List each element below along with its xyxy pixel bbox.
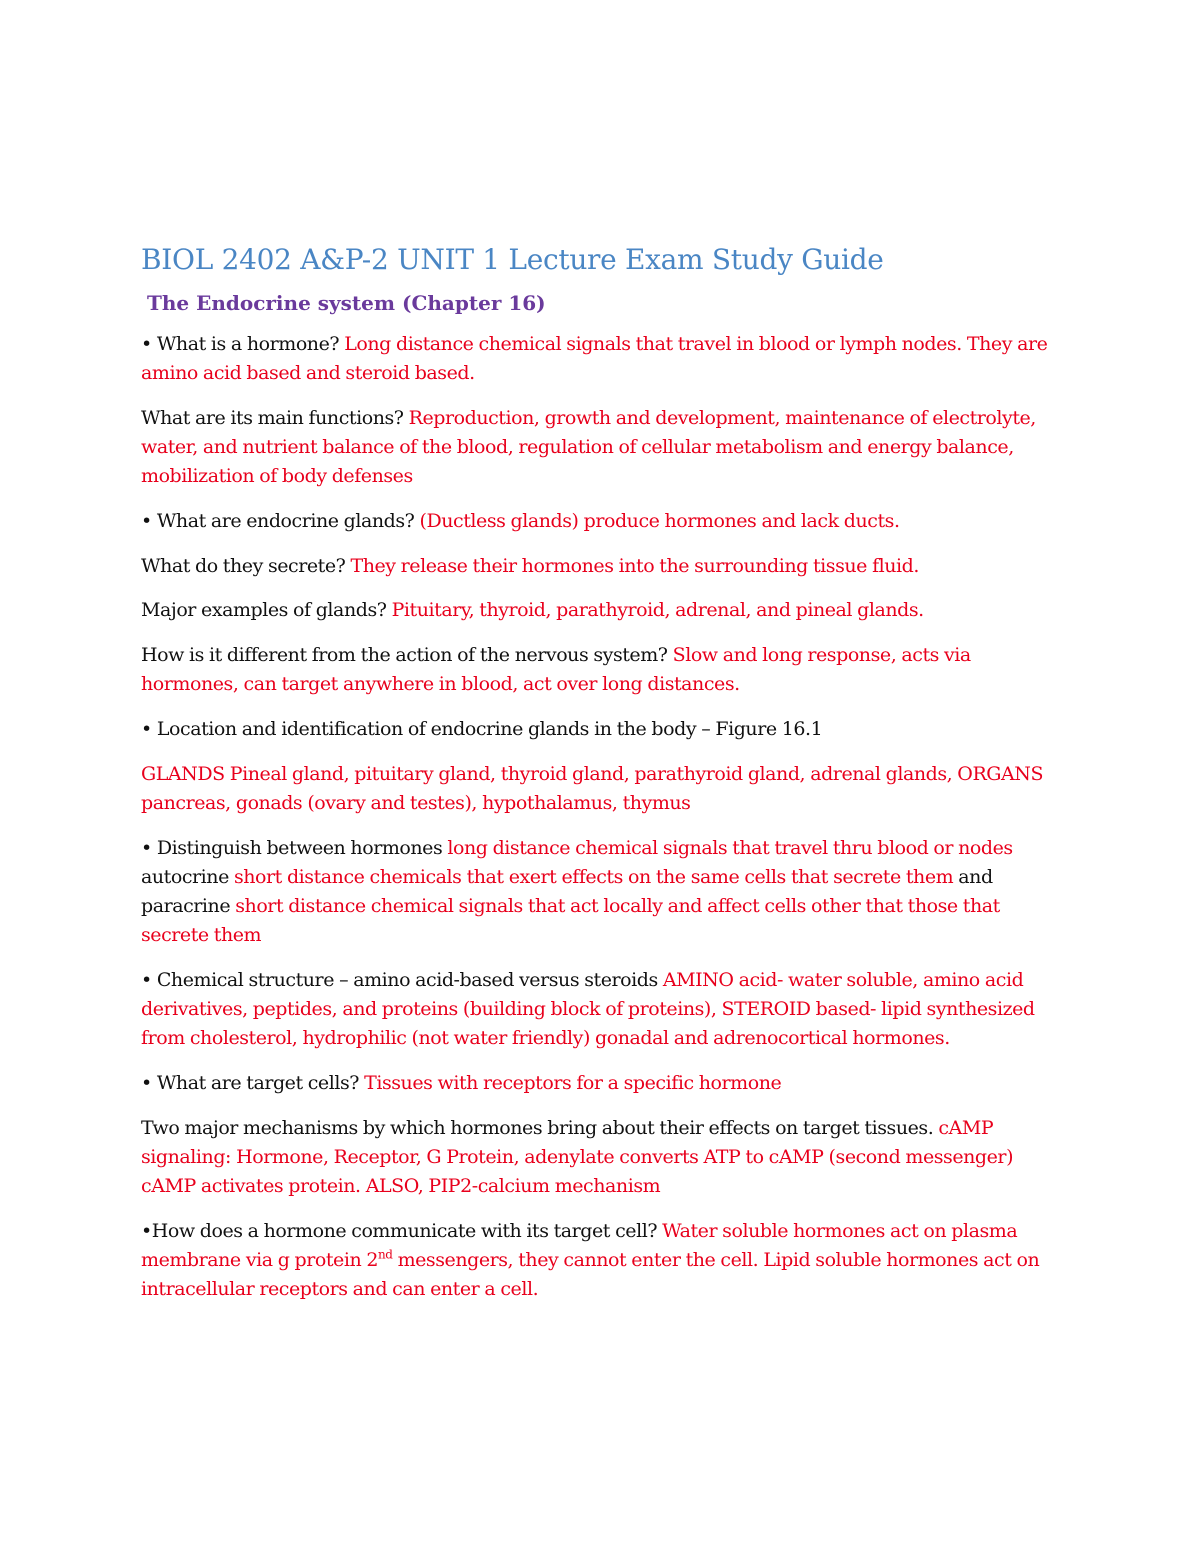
question-text: Major examples of glands? xyxy=(141,599,392,622)
study-guide-paragraph xyxy=(141,760,1061,818)
answer-text: cAMP signaling: Hormone, Receptor, G Protein, adenylate converts ATP to cAMP (second messenger) cAMP activates protein. ALSO, PIP2-calcium mechanism xyxy=(141,1116,1014,1198)
question-text: autocrine xyxy=(141,865,234,888)
study-guide-paragraph xyxy=(141,834,1061,951)
study-guide-paragraph xyxy=(141,1114,1061,1202)
study-guide-paragraph xyxy=(141,966,1061,1054)
study-guide-paragraph xyxy=(141,715,1061,744)
answer-text: GLANDS Pineal gland, pituitary gland, thyroid gland, parathyroid gland, adrenal glands, ORGANS pancreas, gonads (ovary and testes), hypothalamus, thymus xyxy=(141,762,1044,814)
study-guide-paragraph xyxy=(141,1217,1061,1305)
question-text: • Location and identification of endocrine glands in the body – Figure 16.1 xyxy=(141,718,823,741)
question-text: What are its main functions? xyxy=(141,406,409,429)
answer-text: Water soluble hormones act on plasma membrane via g protein 2 xyxy=(141,1219,1018,1272)
study-guide-paragraph xyxy=(141,507,1061,536)
page-title: BIOL 2402 A&P-2 UNIT 1 Lecture Exam Study Guide xyxy=(141,243,884,276)
study-guide-body xyxy=(141,330,1061,1304)
answer-text: Long distance chemical signals that travel in blood or lymph nodes. They are amino acid based and steroid based. xyxy=(141,333,1048,385)
study-guide-paragraph xyxy=(141,330,1061,388)
question-text: • Distinguish between hormones xyxy=(141,836,448,859)
question-text: • Chemical structure – amino acid-based versus steroids xyxy=(141,968,663,991)
study-guide-paragraph xyxy=(141,1069,1061,1098)
answer-text: (Ductless glands) produce hormones and lack ducts. xyxy=(419,510,900,533)
question-text: • What is a hormone? xyxy=(141,333,345,355)
question-text: • What are target cells? xyxy=(141,1072,365,1095)
study-guide-paragraph xyxy=(141,552,1061,581)
question-text: Two major mechanisms by which hormones bring about their effects on target tissues. xyxy=(141,1116,939,1139)
question-text: •How does a hormone communicate with its target cell? xyxy=(141,1219,663,1242)
study-guide-paragraph xyxy=(141,596,1061,625)
superscript-text: nd xyxy=(377,1247,393,1262)
answer-text: short distance chemical signals that act locally and affect cells other that those that secrete them xyxy=(141,895,1000,947)
section-heading: The Endocrine system (Chapter 16) xyxy=(147,291,546,315)
answer-text: Pituitary, thyroid, parathyroid, adrenal, and pineal glands. xyxy=(391,599,924,622)
study-guide-paragraph xyxy=(141,641,1061,699)
answer-text: Reproduction, growth and development, maintenance of electrolyte, water, and nutrient balance of the blood, regulation of cellular metabolism and energy balance, mobilization of body defenses xyxy=(141,406,1036,488)
answer-text: Slow and long response, acts via hormones, can target anywhere in blood, act over long distances. xyxy=(141,644,971,696)
answer-text: They release their hormones into the surrounding tissue fluid. xyxy=(350,554,919,577)
question-text: and paracrine xyxy=(141,865,993,918)
answer-text: Tissues with receptors for a specific hormone xyxy=(364,1072,782,1095)
question-text: • What are endocrine glands? xyxy=(141,510,420,533)
question-text: How is it different from the action of the nervous system? xyxy=(141,644,673,667)
study-guide-paragraph xyxy=(141,404,1061,492)
answer-text: long distance chemical signals that travel thru blood or nodes xyxy=(447,836,1013,859)
question-text: What do they secrete? xyxy=(141,554,351,577)
document-page xyxy=(141,238,1061,1320)
answer-text: AMINO acid- water soluble, amino acid derivatives, peptides, and proteins (building block of proteins), STEROID based- lipid synthesized from cholesterol, hydrophilic (not water friendly) gonadal and adrenocortical hormones. xyxy=(141,968,1035,1050)
answer-text: messengers, they cannot enter the cell. Lipid soluble hormones act on intracellular receptors and can enter a cell. xyxy=(141,1249,1040,1301)
answer-text: short distance chemicals that exert effects on the same cells that secrete them xyxy=(233,865,959,888)
